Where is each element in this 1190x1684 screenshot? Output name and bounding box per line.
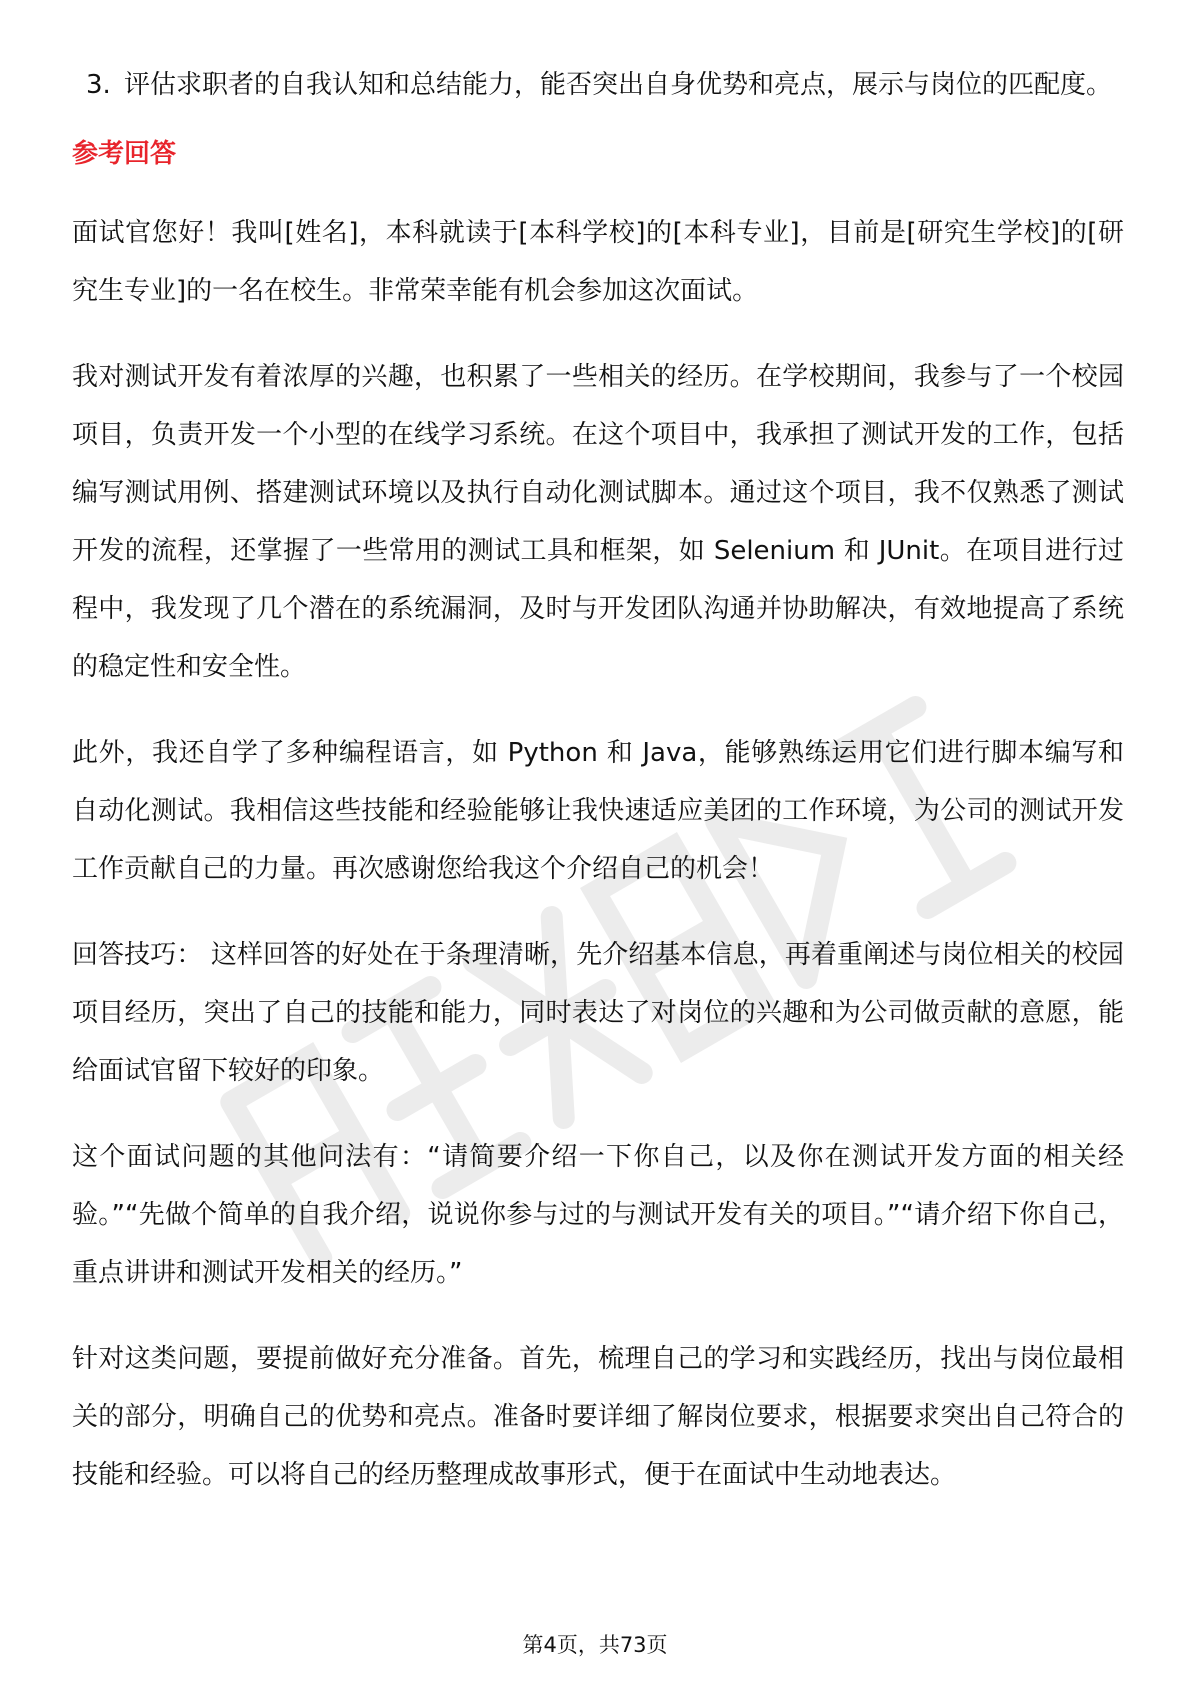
- alternative-questions-paragraph: 这个面试问题的其他问法有：“请简要介绍一下你自己，以及你在测试开发方面的相关经验。”“先做个简单的自我介绍，说说你参与过的与测试开发有关的项目。”“请介绍下你自己，重点讲讲和测试开发相关的经历。”: [72, 1142, 1124, 1288]
- project-experience-paragraph: 我对测试开发有着浓厚的兴趣，也积累了一些相关的经历。在学校期间，我参与了一个校园项目，负责开发一个小型的在线学习系统。在这个项目中，我承担了测试开发的工作，包括编写测试用例、搭建测试环境以及执行自动化测试脚本。通过这个项目，我不仅熟悉了测试开发的流程，还掌握了一些常用的测试工具和框架，如 Selenium 和 JUnit。在项目进行过程中，我发现了几个潜在的系统漏洞，及时与开发团队沟通并协助解决，有效地提高了系统的稳定性和安全性。: [72, 362, 1124, 682]
- answer-intro-paragraph: 面试官您好！我叫[姓名]，本科就读于[本科学校]的[本科专业]，目前是[研究生学校]的[研究生专业]的一名在校生。非常荣幸能有机会参加这次面试。: [72, 218, 1124, 306]
- list-item-text: 评估求职者的自我认知和总结能力，能否突出自身优势和亮点，展示与岗位的匹配度。: [124, 70, 1113, 100]
- page-footer: 第4页，共73页: [522, 1633, 668, 1657]
- list-item-number: 3.: [86, 70, 111, 100]
- preparation-advice-paragraph: 针对这类问题，要提前做好充分准备。首先，梳理自己的学习和实践经历，找出与岗位最相关的部分，明确自己的优势和亮点。准备时要详细了解岗位要求，根据要求突出自己符合的技能和经验。可以将自己的经历整理成故事形式，便于在面试中生动地表达。: [72, 1344, 1124, 1490]
- answer-tips-paragraph: 回答技巧： 这样回答的好处在于条理清晰，先介绍基本信息，再着重阐述与岗位相关的校园项目经历，突出了自己的技能和能力，同时表达了对岗位的兴趣和为公司做贡献的意愿，能给面试官留下较好的印象。: [72, 940, 1124, 1086]
- criteria-list-item-3: [86, 56, 1124, 114]
- section-title-reference-answer: 参考回答: [72, 139, 177, 169]
- skills-paragraph: 此外，我还自学了多种编程语言，如 Python 和 Java，能够熟练运用它们进行脚本编写和自动化测试。我相信这些技能和经验能够让我快速适应美团的工作环境，为公司的测试开发工作贡献自己的力量。再次感谢您给我这个介绍自己的机会！: [72, 738, 1124, 884]
- document-page: [72, 56, 1124, 1532]
